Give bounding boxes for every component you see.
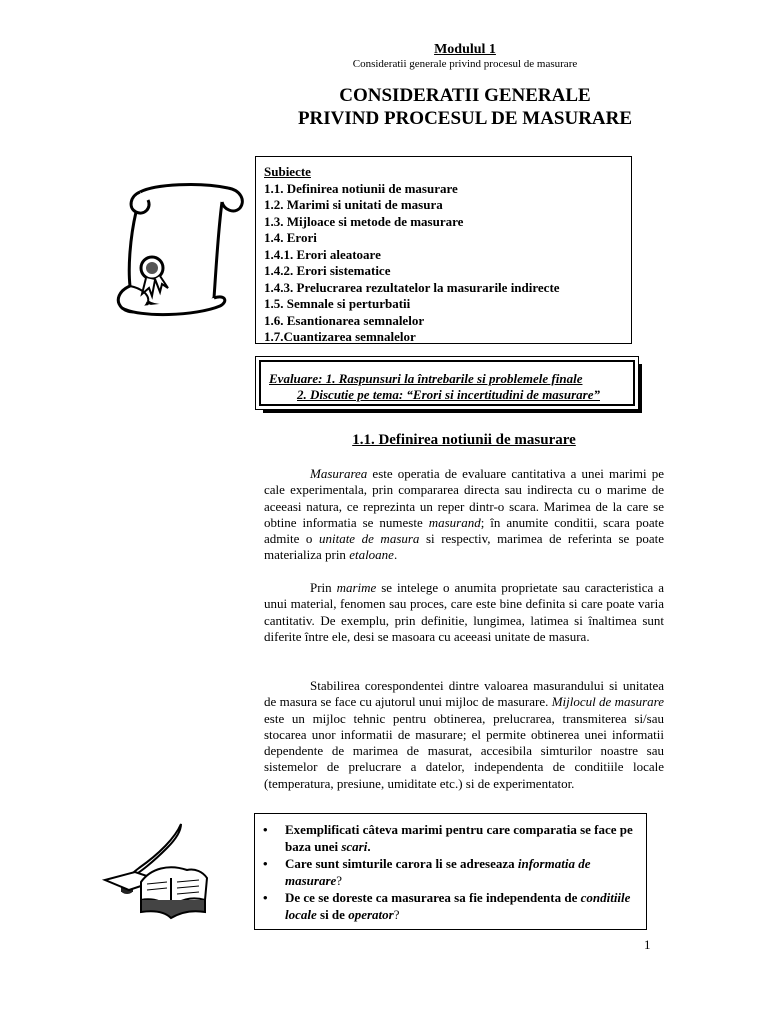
- paragraph-text: si respectiv, marimea de referinta se poate materializa prin: [264, 531, 664, 563]
- evaluation-line2-text: 2. Discutie pe tema: “Erori si incertitudini de masurare”: [297, 387, 600, 402]
- questions-box: [254, 813, 647, 930]
- evaluation-line1: Evaluare: 1. Raspunsuri la întrebarile si problemele finale: [269, 371, 583, 386]
- subject-item: 1.6. Esantionarea semnalelor: [264, 312, 425, 328]
- scroll-with-seal-icon: [100, 178, 250, 328]
- bullet: •: [263, 822, 268, 837]
- subject-item: 1.5. Semnale si perturbatii: [264, 296, 411, 311]
- question-text: De ce se doreste ca masurarea sa fie independenta de: [285, 890, 581, 905]
- module-title: Modulul 1: [434, 42, 496, 57]
- question-emphasis: conditiile locale: [285, 890, 631, 922]
- subjects-box: [255, 156, 632, 344]
- evaluation-line2: [269, 387, 633, 403]
- bullet: •: [263, 890, 268, 905]
- question-text: Exemplificati câteva marimi pentru care comparatia se face pe baza unei: [285, 822, 633, 854]
- paragraph-text: se intelege o anumita proprietate sau caracteristica a unui material, fenomen sau proces, care este bine definita si care poate varia cantitativ. De exemplu, prin definitie, lungimea, latimea si înaltimea sunt diferite între ele, desi se masoara cu aceeasi unitate de masura.: [264, 580, 664, 644]
- term-marime: marime: [336, 580, 377, 595]
- subject-item: 1.4.3. Prelucrarea rezultatelor la masurarile indirecte: [264, 279, 560, 295]
- page-number: 1: [644, 937, 651, 952]
- question-text: Care sunt simturile carora li se adreseaza: [285, 856, 518, 871]
- term-masurarea: Masurarea: [310, 466, 368, 481]
- paragraph-2: [264, 580, 664, 645]
- evaluation-box: [255, 356, 639, 410]
- subject-item: 1.4.1. Erori aleatoare: [264, 246, 381, 262]
- paragraph-text: Prin: [310, 580, 337, 595]
- paragraph-text: este operatia de evaluare cantitativa a unei marimi pe cale experimentala, prin compararea directa sau indirecta cu o marime de aceeasi natura, ce reprezinta un reper dintr-o scara. Marimea de la care se obtine informatia se numeste: [264, 466, 664, 530]
- question-text: ?: [336, 873, 343, 888]
- subject-item: 1.2. Marimi si unitati de masura: [264, 197, 443, 212]
- question-emphasis: informatia de masurare: [285, 856, 591, 888]
- question-emphasis: scari: [341, 839, 368, 854]
- subject-item: 1.4. Erori: [264, 230, 317, 245]
- main-title: [0, 84, 768, 130]
- subject-item: 1.4.2. Erori sistematice: [264, 263, 391, 278]
- term-masurand: masurand: [428, 514, 481, 530]
- term-unitate-de-masura: unitate de masura: [318, 531, 420, 547]
- section-title: 1.1. Definirea notiunii de masurare: [352, 432, 576, 448]
- subjects-heading: Subiecte: [264, 164, 311, 179]
- main-title-line1: CONSIDERATII GENERALE: [339, 85, 591, 106]
- evaluation-inner: [259, 360, 635, 406]
- paragraph-1: [264, 466, 664, 564]
- paragraph-text: este un mijloc tehnic pentru obtinerea, prelucrarea, transmiterea si/sau stocarea unor informatii de masurare; el permite obtinerea unei informatii dependente de marimea de masurat, accesibila simturilor noastre sau sistemelor de prelucrare a datelor, independenta de conditiile locale (temperatura, presiune, umiditate etc.) si de experimentator.: [264, 710, 664, 791]
- paragraph-text: ; în anumite conditii, scara poate admite o: [264, 514, 664, 547]
- question-item: [261, 821, 640, 855]
- bullet: •: [263, 856, 268, 871]
- question-emphasis: operator: [348, 907, 394, 922]
- question-item: [261, 889, 640, 923]
- subject-item: 1.3. Mijloace si metode de masurare: [264, 213, 464, 229]
- module-subtitle: Consideratii generale privind procesul de masurare: [352, 58, 578, 70]
- question-text: .: [367, 839, 371, 854]
- subject-item: 1.1. Definirea notiunii de masurare: [264, 180, 458, 196]
- subject-item: 1.7.Cuantizarea semnalelor: [264, 329, 416, 344]
- question-text: si de: [316, 907, 349, 922]
- main-title-line2: PRIVIND PROCESUL DE MASURARE: [297, 108, 633, 129]
- paragraph-3: [264, 678, 664, 792]
- term-etaloane: etaloane: [349, 547, 394, 563]
- question-item: [261, 855, 640, 889]
- book-and-quill-icon: [95, 820, 210, 920]
- paragraph-text: .: [393, 547, 398, 563]
- term-mijlocul-de-masurare: Mijlocul de masurare: [551, 694, 664, 710]
- paragraph-text: Stabilirea corespondentei dintre valoarea masurandului si unitatea de masura se face cu ajutorul unui mijloc de masurare.: [264, 678, 664, 710]
- question-text: ?: [393, 907, 400, 922]
